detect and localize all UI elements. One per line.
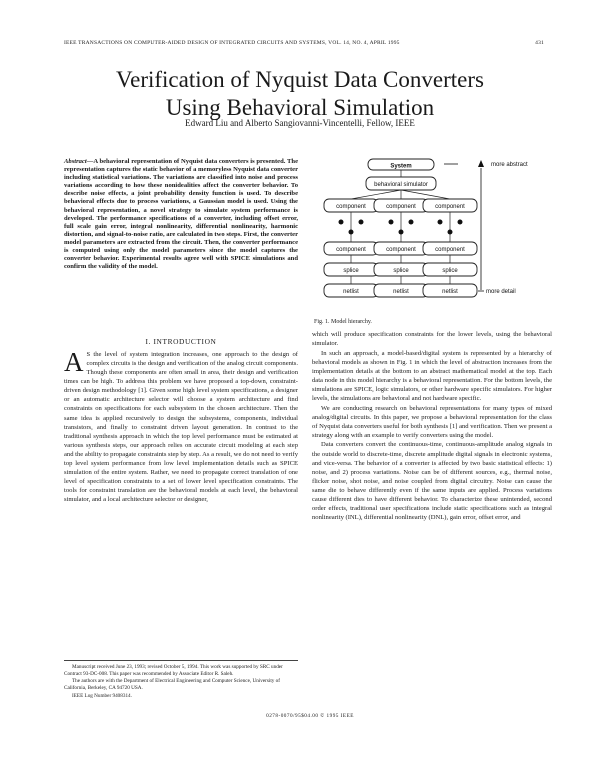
title-line-2: Using Behavioral Simulation [165,95,435,120]
netlist-label: netlist [393,289,409,295]
footnote-3: IEEE Log Number 9408314. [72,692,132,699]
system-label: System [390,163,412,170]
right-paragraph-3: Data converters convert the continuous-time, continuous-amplitude analog signals in the outside world to discrete-time, discrete amplitude digital signals in electronic systems, and vice-versa. The behavior of a converter is affected by two basic statistical effects: 1) noise, and 2) process variations. Noise can be of different sources, e.g., thermal noise, flicker noise, shot noise, and noise coupled from digital circuitry. Noise can cause the same die to behave differently even if the same inputs are applied. Process variations cause different dies to have different behavior. To characterize these unintended, second order effects, traditional user specifications include static specifications such as integral nonlinearity (INL), differential nonlinearity (DNL), gain error, offset error, and [312,441,552,522]
title-line-1: Verification of Nyquist Data Converters [116,67,484,92]
component-label: component [336,247,366,253]
paper-title [40,66,560,122]
splice-label: splice [393,268,409,274]
arrow-head-icon [478,160,484,167]
abstract [64,158,298,271]
component-label: component [386,204,416,210]
more-abstract-label: more abstract [491,162,528,168]
footnote-1: Manuscript received June 23, 1993; revised October 5, 1994. This work was supported by SRC under Contract 93-DC-008. This paper was recommended by Associate Editor R. Saleh. [64,664,283,677]
right-paragraph-2: We are conducting research on behavioral representations for many types of mixed analog/digital circuits. In this paper, we propose a behavioral representation for the class of Nyquist data converters useful for both synthesis [1] and verification. Then we present a strategy along with an example to verify converters using the model. [312,404,552,439]
right-paragraph-1: In such an approach, a model-based/digital system is represented by a hierarchy of behavioral models as shown in Fig. 1 in which the level of abstraction increases from the implementation details at the bottom to an abstract mathematical model at the top. Each data node in this model hierarchy is a behavioral representation. For the bottom levels, the simulations are SPICE, logic simulators, or other hardware specific simulators. For higher levels, the simulations are behavioral and not hardware specific. [312,349,552,403]
splice-label: splice [442,268,458,274]
authors: Edward Liu and Alberto Sangiovanni-Vincentelli, Fellow, IEEE [185,118,415,128]
figure-caption: Fig. 1. Model hierarchy. [314,319,372,325]
running-header [64,40,544,46]
running-title: IEEE TRANSACTIONS ON COMPUTER-AIDED DESIGN OF INTEGRATED CIRCUITS AND SYSTEMS, VOL. 14, NO. 4, APRIL 1995 [64,40,400,46]
more-detail-label: more detail [486,289,516,295]
component-label: component [435,247,465,253]
abstract-label: Abstract— [64,158,94,165]
intro-paragraph-1: S the level of system integration increases, one approach to the design of complex circuits is the design and verification of the analog circuit components. Though these components are often small in area, their design and verification times can be high. To address this problem we have proposed a top-down, constraint-driven design methodology [1]. Given some high level system specifications, a designer or an automatic architecture selector will choose a system architecture and find constraints on specifications for each subsystem in the chosen architecture. Then the same idea is applied recursively to design the subsystems, components, individual transistors, and finally to constraint driven layout generation. In contrast to the traditional synthesis approach in which the top level performance must be estimated at various synthesis steps, our approach relies on accurate circuit modeling at each step and the ability to propagate constraints step by step. As a result, we do not need to verify top level system performance from low level implementation details such as SPICE simulation of the entire system. Rather, we need to propagate correct translation of one level of specification constraints to a set of lower level specification constraints. The tools for constraint translation are the behavioral models at each level, the behavioral simulator, and a local architecture selector or designer, [64,351,298,504]
splice-label: splice [343,268,359,274]
drop-cap: A [64,347,84,377]
page-number: 431 [535,40,544,46]
abstract-text: A behavioral representation of Nyquist data converters is presented. The representation captures the static behavior of a memoryless Nyquist data converter including statistical variations. The variations are classified into noise and process variations according to how these nonidealities affect the converter behavior. To describe noise effects, a joint probability density function is used. To describe behavioral effects due to process variations, a Gaussian model is used. Using the behavioral representation, a novel strategy to simulate system performance is developed. The performance specifications of a converter, including offset error, full scale gain error, integral nonlinearity, differential nonlinearity, harmonic distortion, and signal-to-noise ratio, are calculated in two steps. First, the converter model parameters are extracted from the circuit. Then, the converter performance is computed using only the model parameters since the model captures the converter behavior. Experimental results agree well with SPICE simulations and confirm the validity of the model. [64,158,298,271]
left-column-text [64,347,298,505]
model-hierarchy-figure [306,150,554,315]
section-title: I. INTRODUCTION [145,337,217,346]
right-column-text [312,330,552,523]
hierarchy-dots [339,220,463,235]
component-label: component [336,204,366,210]
component-label: component [435,204,465,210]
netlist-label: netlist [442,289,458,295]
component-label: component [386,247,416,253]
footnote-2: The authors are with the Department of Electrical Engineering and Computer Science, University of California, Berkeley, CA 94720 USA. [64,678,281,692]
footnote [64,660,298,701]
behavioral-simulator-label: behavioral simulator [374,182,428,188]
right-paragraph-0: which will produce specification constraints for the lower levels, using the behavioral simulator. [312,331,552,348]
copyright-footer: 0278-0070/95$04.00 © 1995 IEEE [266,713,354,719]
netlist-label: netlist [343,289,359,295]
